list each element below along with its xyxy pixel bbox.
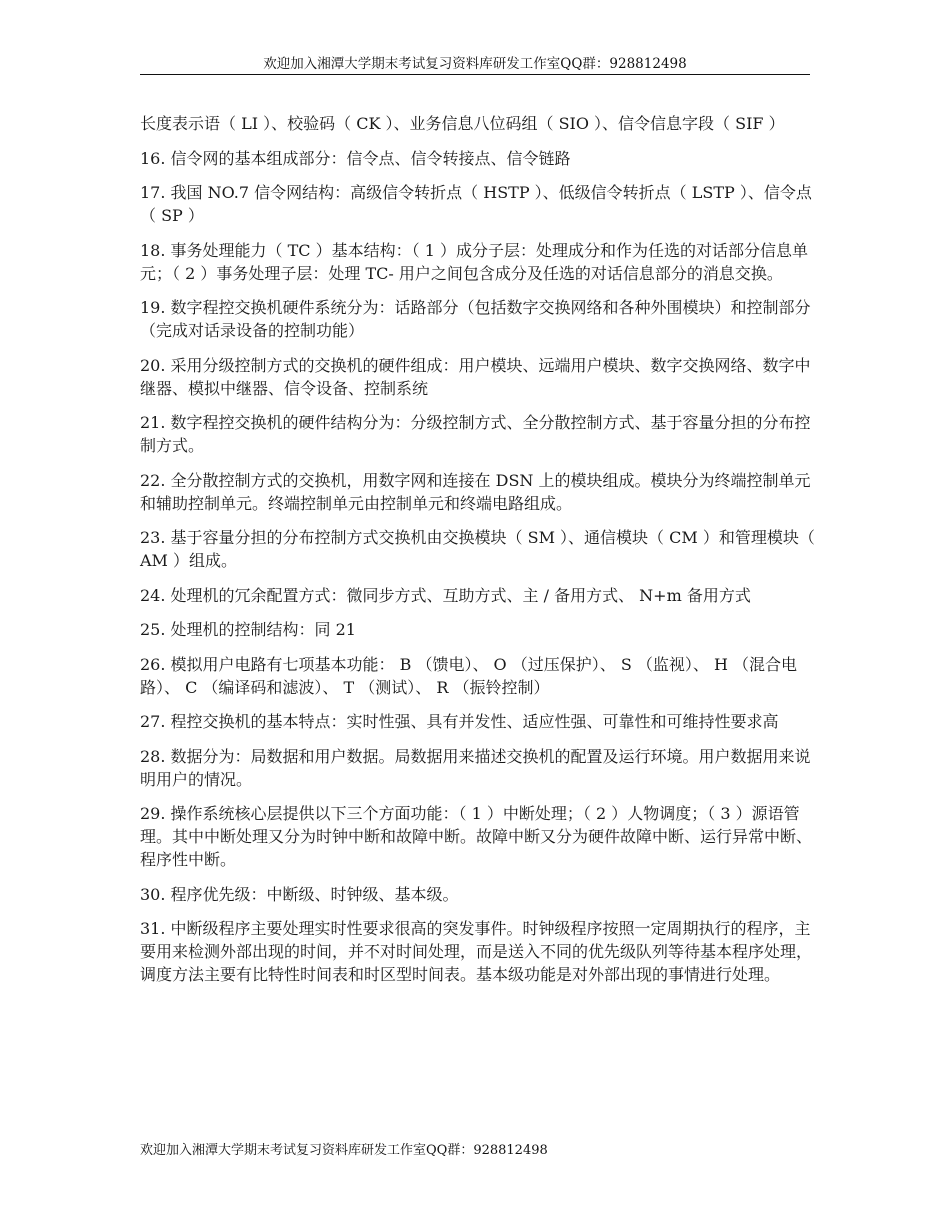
paragraph-18: 18. 事务处理能力（ TC ）基本结构：（ 1 ）成分子层：处理成分和作为任选的对话部分信息单元；（ 2 ）事务处理子层：处理 TC- 用户之间包含成分及任选的对话信息部分的消息交换。 xyxy=(140,240,808,283)
paragraph-29: 29. 操作系统核心层提供以下三个方面功能：（ 1 ）中断处理；（ 2 ）人物调度；（ 3 ）源语管理。其中中断处理又分为时钟中断和故障中断。故障中断又分为硬件故障中断、运行异常中断、程序性中断。 xyxy=(140,804,813,869)
header-divider xyxy=(140,74,810,75)
document-body xyxy=(140,112,820,998)
paragraph-sif-continuation: 长度表示语（ LI ）、校验码（ CK ）、业务信息八位码组（ SIO ）、信令信息字段（ SIF ） xyxy=(140,114,785,133)
paragraph-21: 21. 数字程控交换机的硬件结构分为：分级控制方式、全分散控制方式、基于容量分担的分布控制方式。 xyxy=(140,413,811,455)
paragraph-31: 31. 中断级程序主要处理实时性要求很高的突发事件。时钟级程序按照一定周期执行的程序，主要用来检测外部出现的时间，并不对时间处理，而是送入不同的优先级队列等待基本程序处理，调度方法主要有比特性时间表和时区型时间表。基本级功能是对外部出现的事情进行处理。 xyxy=(140,919,813,984)
paragraph-23: 23. 基于容量分担的分布控制方式交换机由交换模块（ SM ）、通信模块（ CM ）和管理模块（ AM ）组成。 xyxy=(140,528,815,570)
paragraph-20: 20. 采用分级控制方式的交换机的硬件组成：用户模块、远端用户模块、数字交换网络、数字中继器、模拟中继器、信令设备、控制系统 xyxy=(140,355,811,398)
page-footer: 欢迎加入湘潭大学期末考试复习资料库研发工作室QQ群：928812498 xyxy=(140,1143,548,1158)
paragraph-26: 26. 模拟用户电路有七项基本功能： B （馈电）、 O （过压保护）、 S （监视）、 H （混合电路）、 C （编译码和滤波）、 T （测试）、 R （振铃控制） xyxy=(140,654,798,697)
page-header: 欢迎加入湘潭大学期末考试复习资料库研发工作室QQ群：928812498 xyxy=(263,56,687,72)
paragraph-24: 24. 处理机的冗余配置方式：微同步方式、互助方式、主 / 备用方式、 N+m 备用方式 xyxy=(140,585,751,605)
paragraph-28: 28. 数据分为：局数据和用户数据。局数据用来描述交换机的配置及运行环境。用户数据用来说明用户的情况。 xyxy=(140,746,811,789)
paragraph-25: 25. 处理机的控制结构：同 21 xyxy=(140,620,356,639)
paragraph-30: 30. 程序优先级：中断级、时钟级、基本级。 xyxy=(140,884,459,904)
paragraph-27: 27. 程控交换机的基本特点：实时性强、具有并发性、适应性强、可靠性和可维持性要求高 xyxy=(140,712,779,731)
paragraph-19: 19. 数字程控交换机硬件系统分为：话路部分（包括数字交换网络和各种外围模块）和控制部分（完成对话录设备的控制功能） xyxy=(140,298,811,340)
paragraph-17: 17. 我国 NO.7 信令网结构：高级信令转折点（ HSTP ）、低级信令转折点（ LSTP ）、信令点（ SP ） xyxy=(140,183,812,225)
paragraph-22: 22. 全分散控制方式的交换机，用数字网和连接在 DSN 上的模块组成。模块分为终端控制单元和辅助控制单元。终端控制单元由控制单元和终端电路组成。 xyxy=(140,470,811,513)
paragraph-16: 16. 信令网的基本组成部分：信令点、信令转接点、信令链路 xyxy=(140,148,571,168)
